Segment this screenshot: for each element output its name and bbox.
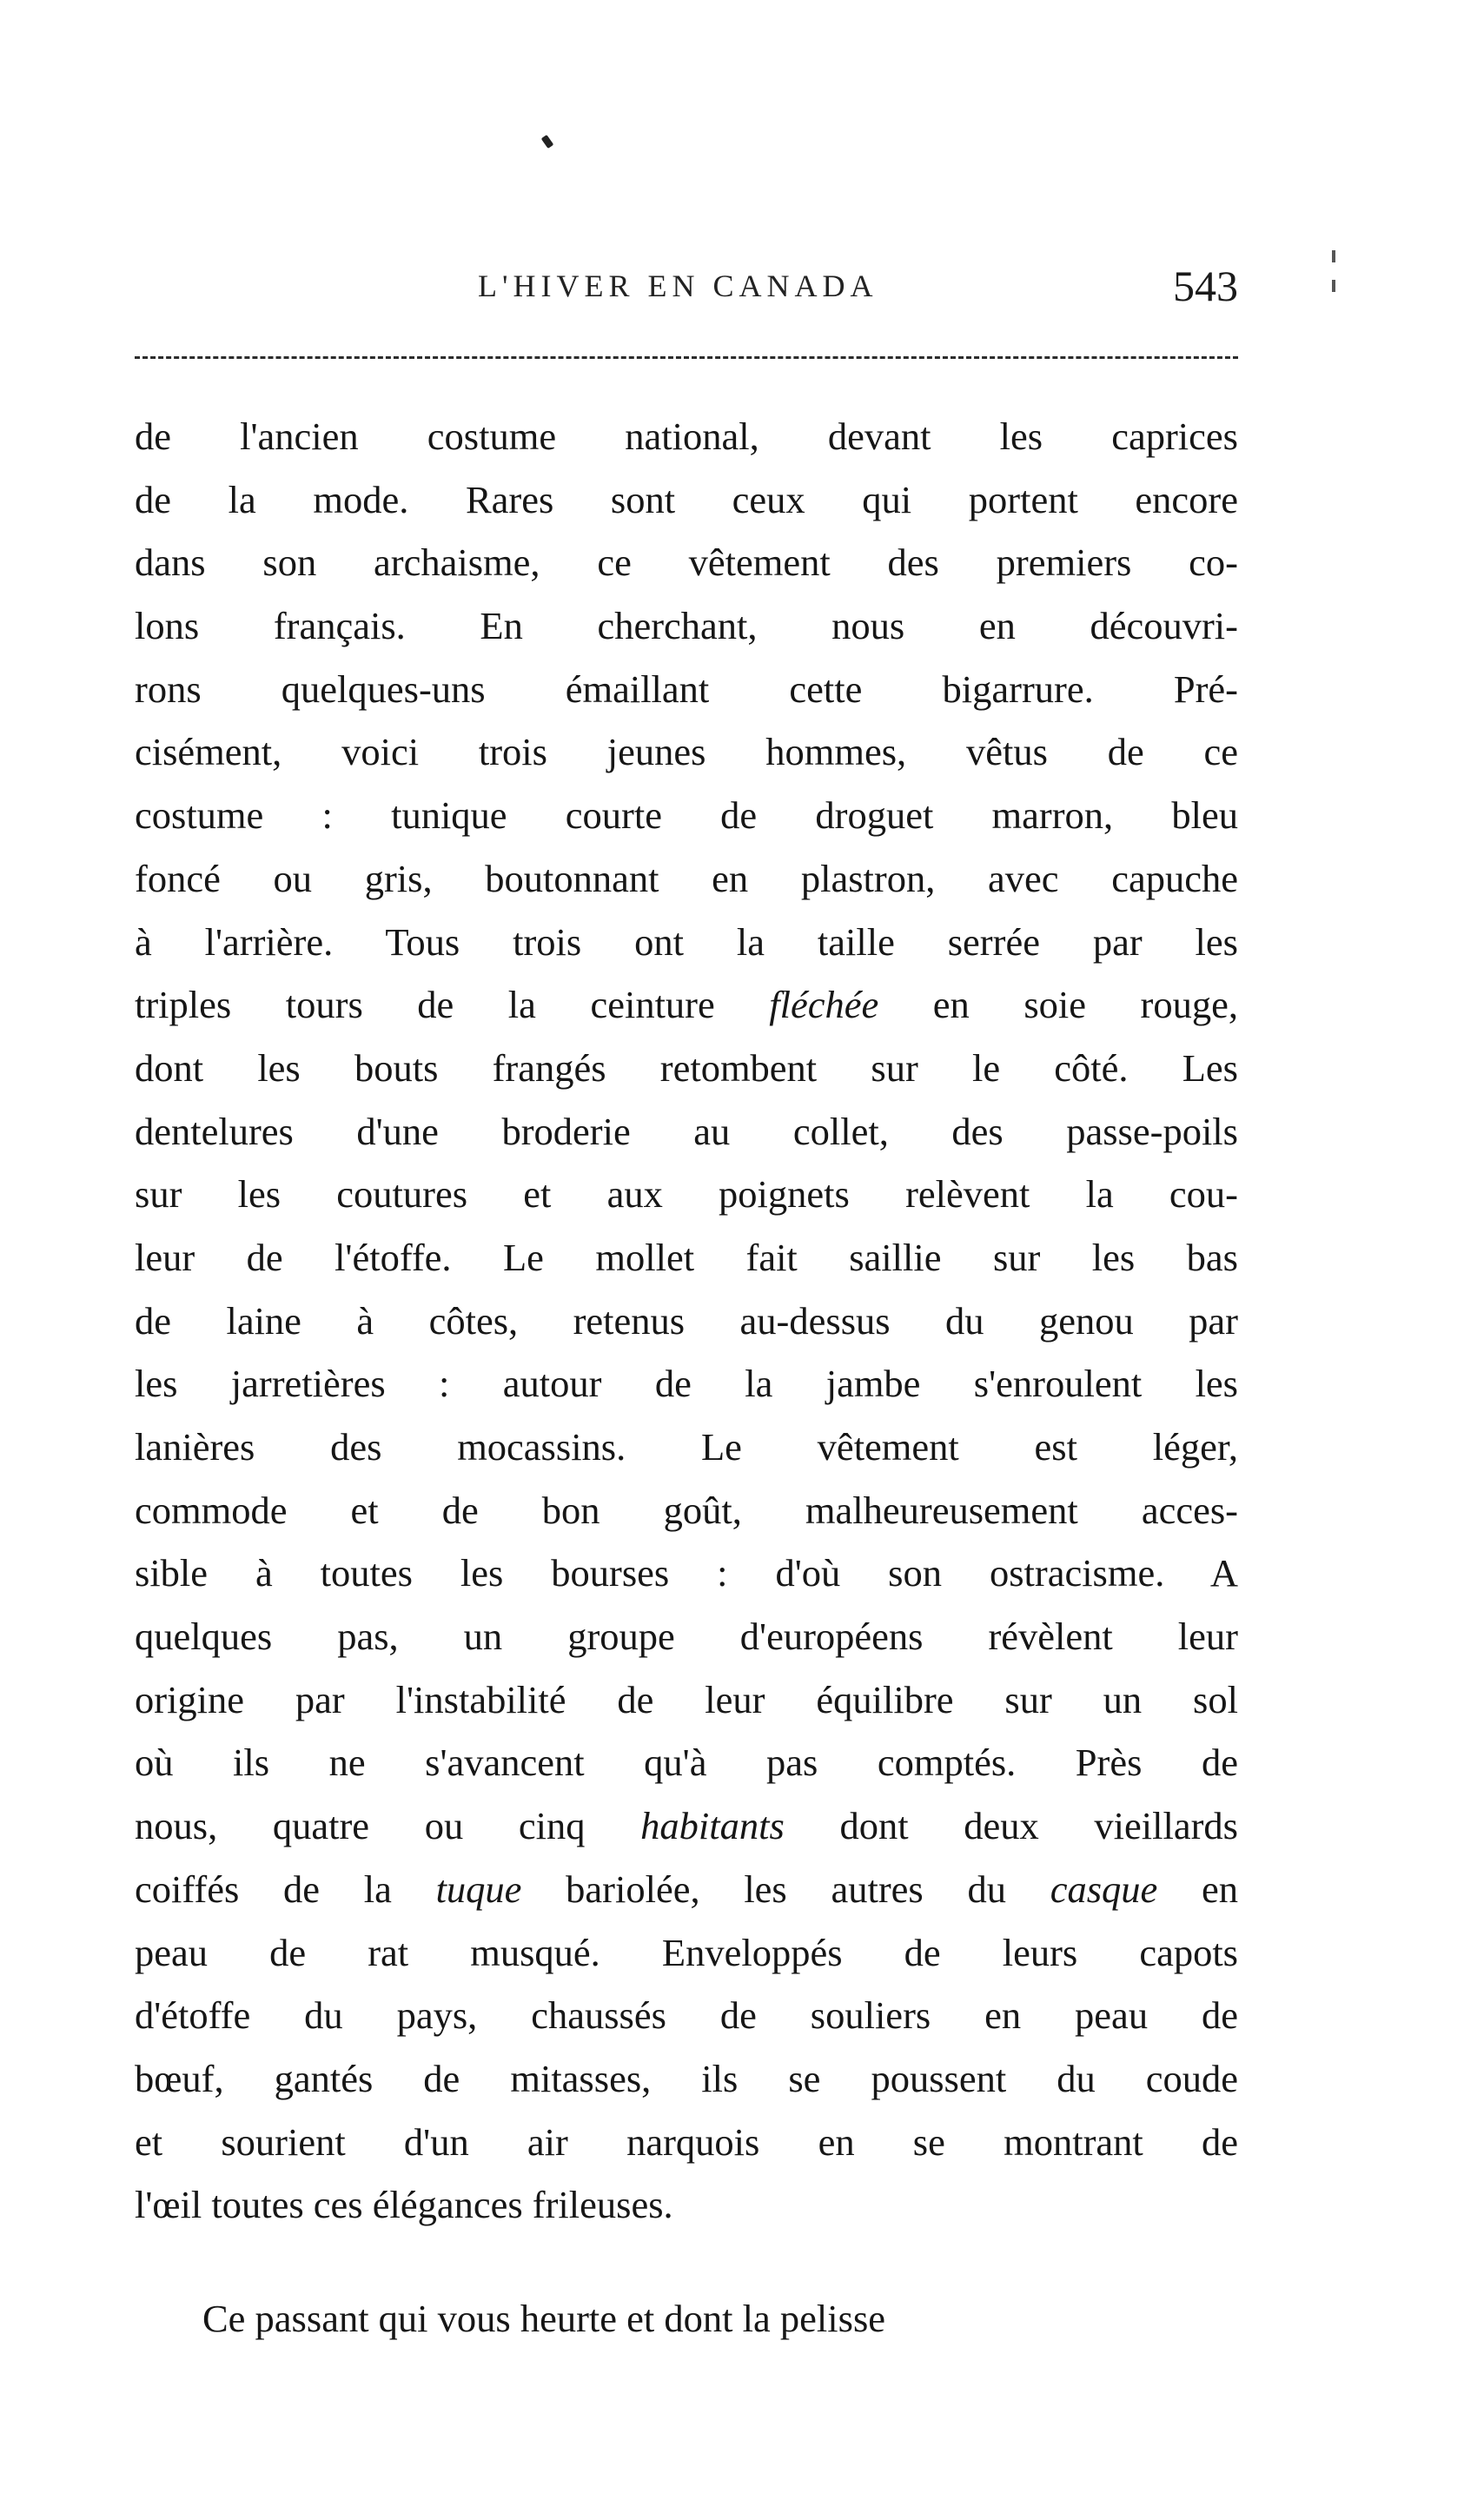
text-line — [135, 1226, 1238, 1290]
text-line — [135, 1290, 1238, 1353]
text-line — [135, 594, 1238, 658]
text-line — [135, 847, 1238, 911]
text-run: de la mode. Rares sont ceux qui portent encore — [135, 477, 1238, 521]
text-line — [135, 1858, 1238, 1921]
text-run: quelques pas, un groupe d'européens révèlent leur — [135, 1615, 1238, 1659]
text-run: sible à toutes les bourses : d'où son ostracisme. A — [135, 1551, 1238, 1595]
text-line — [135, 1984, 1238, 2047]
text-line — [135, 1605, 1238, 1668]
text-run: costume : tunique courte de droguet marron, bleu — [135, 793, 1238, 838]
text-line — [135, 911, 1238, 974]
text-line — [135, 2111, 1238, 2174]
running-head — [135, 261, 1238, 322]
text-run: les jarretières : autour de la jambe s'enroulent les — [135, 1362, 1238, 1406]
text-run: origine par l'instabilité de leur équilibre sur un sol — [135, 1677, 1238, 1721]
text-line — [135, 468, 1238, 532]
text-run: Ce passant qui vous heurte et dont la pelisse — [202, 2296, 886, 2340]
header-rule — [135, 356, 1238, 359]
text-line — [135, 2173, 1238, 2237]
running-title: L'HIVER EN CANADA — [478, 269, 878, 303]
text-run: rons quelques-uns émaillant cette bigarrure. Pré- — [135, 666, 1238, 711]
text-line — [135, 1037, 1238, 1100]
text-run: dentelures d'une broderie au collet, des passe-poils — [135, 1109, 1238, 1153]
text-run: peau de rat musqué. Enveloppés de leurs capots — [135, 1930, 1238, 1974]
text-run: bariolée, les autres du — [521, 1867, 1050, 1911]
text-line — [135, 658, 1238, 721]
text-line — [135, 1794, 1238, 1858]
text-run: leur de l'étoffe. Le mollet fait saillie sur les bas — [135, 1235, 1238, 1279]
text-run: lons français. En cherchant, nous en découvri- — [135, 604, 1238, 648]
text-run: dont les bouts frangés retombent sur le côté. Les — [135, 1045, 1238, 1090]
text-run: foncé ou gris, boutonnant en plastron, avec capuche — [135, 856, 1238, 900]
text-run: et sourient d'un air narquois en se montrant de — [135, 2119, 1238, 2164]
text-run: lanières des mocassins. Le vêtement est léger, — [135, 1425, 1238, 1469]
text-run: d'étoffe du pays, chaussés de souliers en peau de — [135, 1993, 1238, 2038]
text-line — [135, 1479, 1238, 1542]
text-run: dont deux vieillards — [784, 1804, 1238, 1848]
italic-word: habitants — [640, 1804, 785, 1848]
text-line — [135, 1416, 1238, 1479]
text-run: commode et de bon goût, malheureusement acces- — [135, 1488, 1238, 1532]
text-run: en soie rouge, — [878, 983, 1238, 1027]
text-run: nous, quatre ou cinq — [135, 1804, 641, 1848]
italic-word: fléchée — [769, 983, 879, 1027]
text-line — [135, 531, 1238, 594]
ink-speck — [541, 135, 554, 149]
text-run: où ils ne s'avancent qu'à pas comptés. Près de — [135, 1741, 1238, 1785]
text-line — [135, 1668, 1238, 1732]
text-line — [135, 1542, 1238, 1605]
text-line — [135, 405, 1238, 468]
text-line — [135, 784, 1238, 847]
text-run: triples tours de la ceinture — [135, 983, 770, 1027]
text-run: de laine à côtes, retenus au-dessus du genou par — [135, 1298, 1238, 1343]
text-run: bœuf, gantés de mitasses, ils se poussent du coude — [135, 2056, 1238, 2100]
text-line — [135, 1921, 1238, 1985]
paragraph-gap — [135, 2237, 1238, 2287]
text-line — [135, 1100, 1238, 1164]
italic-word: casque — [1050, 1867, 1158, 1911]
paragraph — [135, 2287, 1238, 2351]
text-run: dans son archaisme, ce vêtement des premiers co- — [135, 540, 1238, 585]
text-run: en — [1157, 1867, 1238, 1911]
text-line — [135, 973, 1238, 1037]
text-run: l'œil toutes ces élégances frileuses. — [135, 2183, 673, 2227]
paragraph — [135, 405, 1238, 2237]
text-run: à l'arrière. Tous trois ont la taille serrée par les — [135, 919, 1238, 964]
text-line — [135, 1163, 1238, 1226]
text-line — [135, 1731, 1238, 1794]
text-run: cisément, voici trois jeunes hommes, vêtus de ce — [135, 730, 1238, 774]
text-run: coiffés de la — [135, 1867, 436, 1911]
text-line — [135, 1352, 1238, 1416]
page-number: 543 — [1173, 262, 1238, 310]
text-line — [135, 2047, 1238, 2111]
text-line — [135, 2287, 1238, 2351]
body-text — [135, 405, 1238, 2351]
text-line — [135, 720, 1238, 784]
text-run: sur les coutures et aux poignets relèvent la cou- — [135, 1172, 1238, 1217]
text-run: de l'ancien costume national, devant les caprices — [135, 414, 1238, 458]
margin-mark — [1332, 250, 1335, 262]
italic-word: tuque — [435, 1867, 522, 1911]
margin-mark — [1332, 280, 1335, 292]
